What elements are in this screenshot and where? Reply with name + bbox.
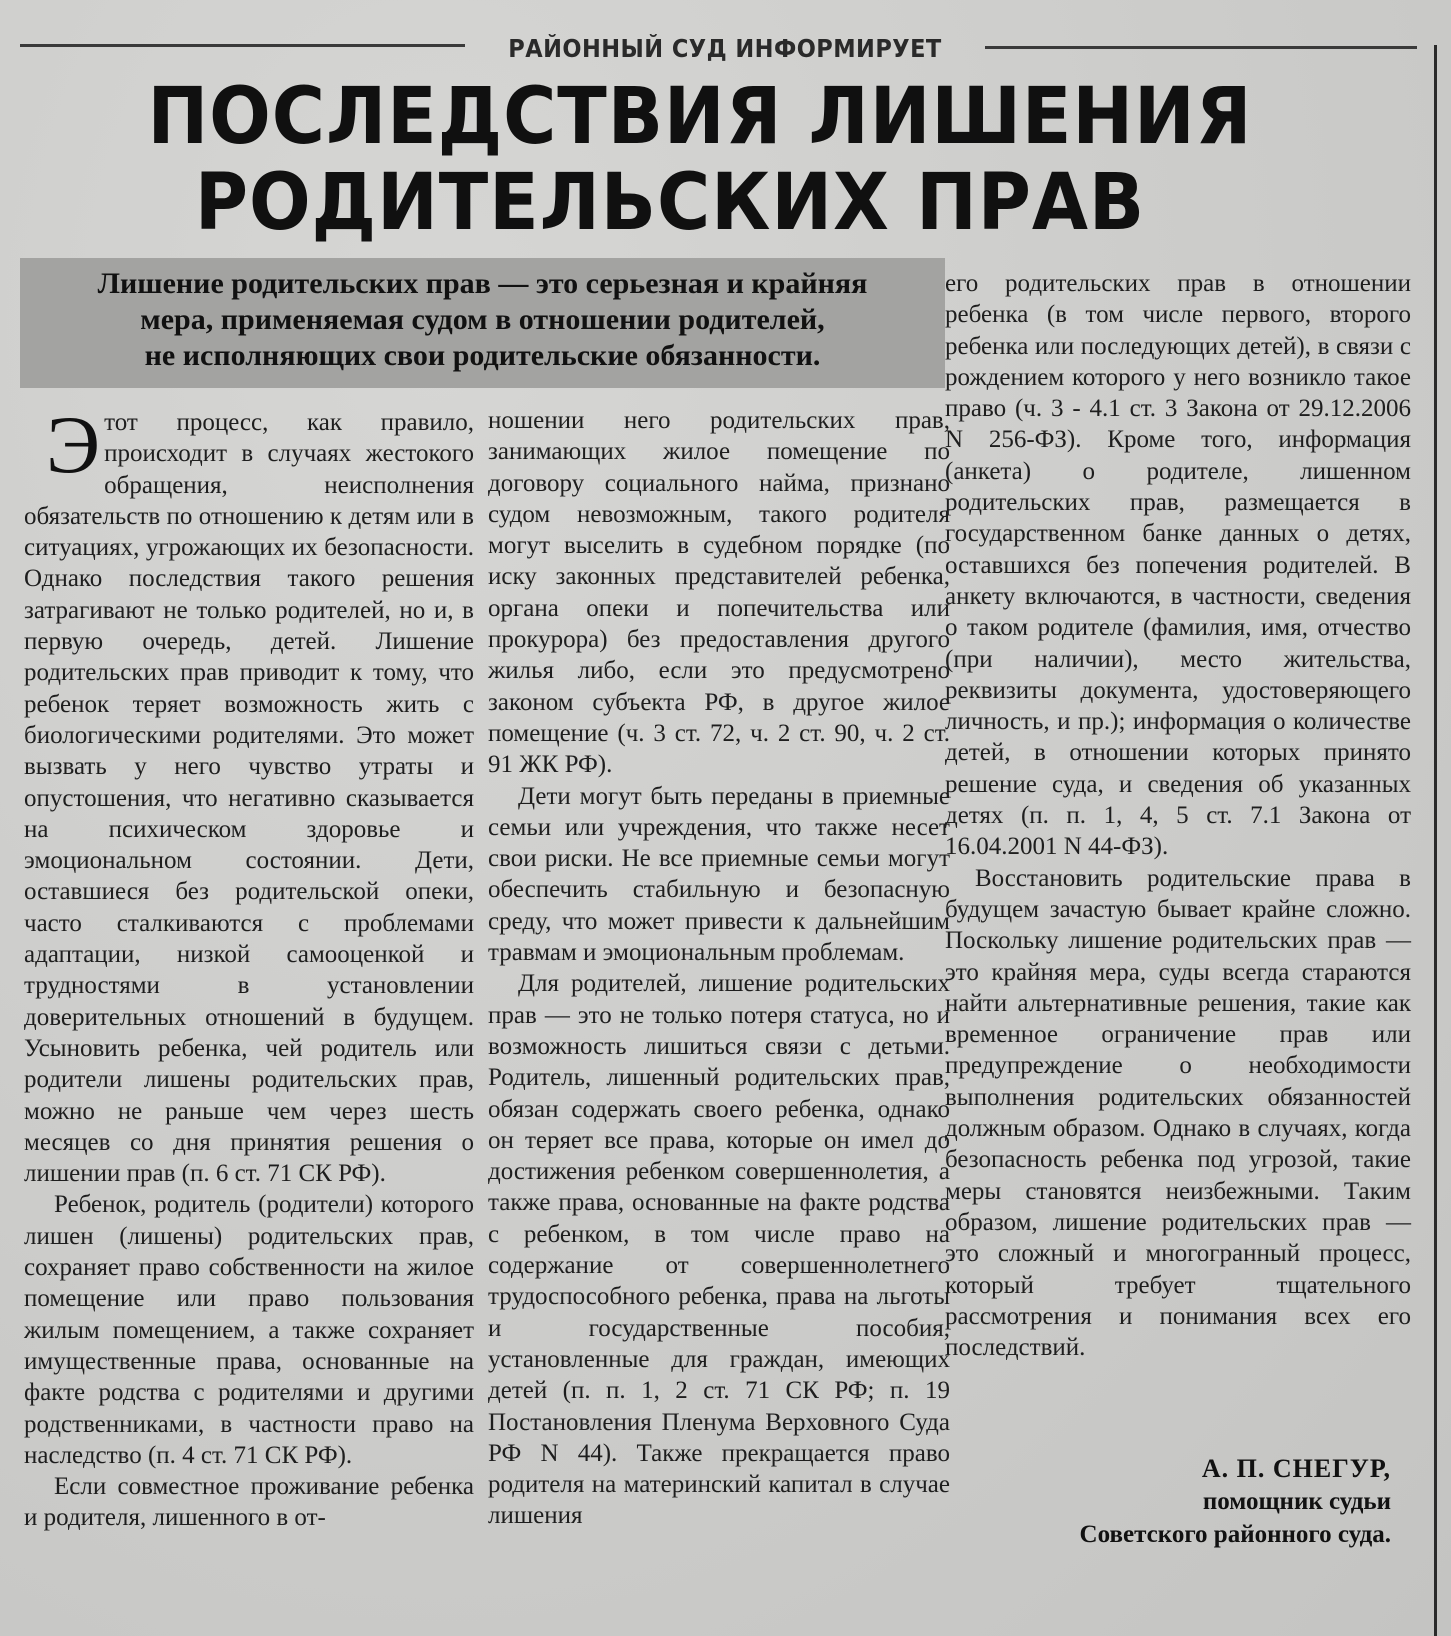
- paragraph-5-start: Для родителей, лишение родительских прав — это не только потеря статуса, но и возможность лишиться связи с детьми. Родитель, лишенный родительских прав, обязан содержать своего ребенка, однако он теряет все права, которые он имел до достижения ребенком совершеннолетия, а также права, основанные на факте родства с ребенком, в том числе право на содержание от совершеннолетнего трудоспособного ребенка, права на льготы и государственные пособия, установленные для граждан, имеющих детей (п. п. 1, 2 ст. 71 СК РФ; п. 19 Постановления Пленума Верховного Суда РФ N 44). Также прекращается право родителя на материнский капитал в случае лишения: [488, 970, 950, 1530]
- section-rubric: РАЙОННЫЙ СУД ИНФОРМИРУЕТ: [508, 34, 942, 63]
- rubric-rule-left: [20, 44, 465, 47]
- lead-paragraph: [20, 266, 945, 374]
- headline-line-2: РОДИТЕЛЬСКИХ ПРАВ: [194, 158, 1146, 248]
- paragraph-2: Ребенок, родитель (родители) которого лишен (лишены) родительских прав, сохраняет право собственности на жилое помещение или право пользования жилым помещением, а также сохраняет имущественные права, основанные на факте родства с родителями и другими родственниками, в частности право на наследство (п. 4 ст. 71 СК РФ).: [24, 1191, 474, 1469]
- author-organization: Советского районного суда.: [1079, 1521, 1391, 1548]
- paragraph-1: [24, 399, 474, 1189]
- paragraph-5-continued: его родительских прав в отношении ребенка (в том числе первого, второго ребенка или последующих детей), в связи с рождением которого у него возникло такое право (ч. 3 - 4.1 ст. 3 Закона от 29.12.2006 N 256-ФЗ). Кроме того, информация (анкета) о родителе, лишенном родительских прав, размещается в государственном банке данных о детях, оставшихся без попечения родителей. В анкету включаются, в частности, сведения о таком родителе (фамилия, имя, отчество (при наличии), место жительства, реквизиты документа, удостоверяющего личность, и пр.); информация о количестве детей, в отношении которых принято решение суда, и сведения об указанных детях (п. п. 1, 4, 5 ст. 7.1 Закона от 16.04.2001 N 44-ФЗ).: [945, 270, 1411, 861]
- author-name: А. П. СНЕГУР,: [1201, 1454, 1391, 1483]
- drop-cap: Э: [46, 399, 101, 490]
- lead-line-1: Лишение родительских прав — это серьезная и крайняя: [97, 267, 868, 300]
- paragraph-3-start: Если совместное проживание ребенка и родителя, лишенного в от-: [24, 1473, 474, 1532]
- article-column-2: [488, 405, 950, 1532]
- paragraph-6: Восстановить родительские права в будущем зачастую бывает крайне сложно. Поскольку лишение родительских прав — это крайняя мера, суды всегда стараются найти альтернативные решения, такие как временное ограничение прав или предупреждение о необходимости выполнения родительских обязанностей должным образом. Однако в случаях, когда безопасность ребенка под угрозой, такие меры становятся неизбежными. Таким образом, лишение родительских прав — это сложный и многогранный процесс, который требует тщательного рассмотрения и понимания всех его последствий.: [945, 864, 1411, 1362]
- headline-line-1: ПОСЛЕДСТВИЯ ЛИШЕНИЯ: [147, 72, 1253, 162]
- article-column-1: [24, 399, 474, 1534]
- paragraph-1-text: тот процесс, как правило, происходит в случаях жестокого обращения, неисполнения обязательств по отношению к детям или в ситуациях, угрожающих их безопасности. Однако последствия такого решения затрагивают не только родителей, но и, в первую очередь, детей. Лишение родительских прав приводит к тому, что ребенок теряет возможность жить с биологическими родителями. Это может вызвать у него чувство утраты и опустошения, что негативно сказывается на психическом здоровье и эмоциональном состоянии. Дети, оставшиеся без родительской опеки, часто сталкиваются с проблемами адаптации, низкой самооценкой и трудностями в установлении доверительных отношений в будущем. Усыновить ребенка, чей родитель или родители лишены родительских прав, можно не раньше чем через шесть месяцев со дня принятия решения о лишении прав (п. 6 ст. 71 СК РФ).: [24, 409, 474, 1188]
- author-signature: [1080, 1452, 1391, 1551]
- author-position: помощник судьи: [1202, 1488, 1391, 1515]
- rubric-rule-right: [985, 46, 1417, 49]
- paragraph-3-continued: ношении него родительских прав, занимающих жилое помещение по договору социального найма, признано судом невозможным, такого родителя могут выселить в судебном порядке (по иску законных представителей ребенка, органа опеки и попечительства или прокурора) без предоставления другого жилья либо, если это предусмотрено законом субъекта РФ, в другое жилое помещение (ч. 3 ст. 72, ч. 2 ст. 90, ч. 2 ст. 91 ЖК РФ).: [488, 407, 950, 779]
- article-column-3: [945, 268, 1411, 1363]
- column-border: [1434, 45, 1437, 1636]
- lead-line-3: не исполняющих свои родительские обязанности.: [144, 339, 821, 372]
- paragraph-4: Дети могут быть переданы в приемные семьи или учреждения, что также несет свои риски. Не все приемные семьи могут обеспечить стабильную и безопасную среду, что может привести к дальнейшим травмам и эмоциональным проблемам.: [488, 782, 950, 967]
- lead-line-2: мера, применяемая судом в отношении родителей,: [140, 303, 825, 336]
